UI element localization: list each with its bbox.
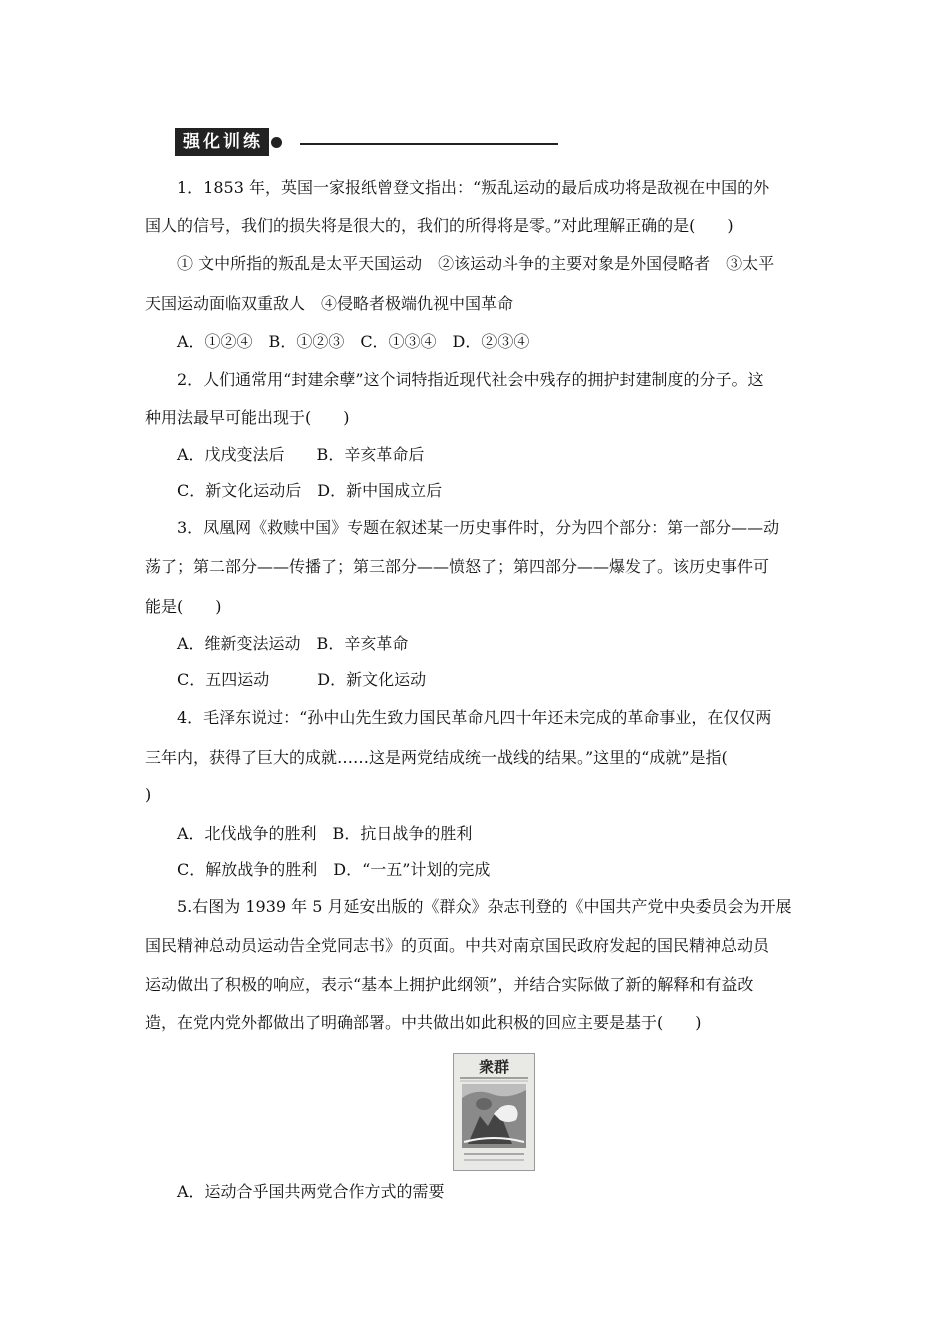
q1-choices: A．①②④ B．①②③ C．①③④ D．②③④ <box>177 332 530 351</box>
magazine-cover-image <box>453 1053 535 1171</box>
q4-line1: 4．毛泽东说过：“孙中山先生致力国民革命凡四十年还未完成的革命事业，在仅仅两 <box>177 708 772 727</box>
q3-line1: 3．凤凰网《救赎中国》专题在叙述某一历史事件时，分为四个部分：第一部分——动 <box>177 518 780 537</box>
q3-choices-1: A．维新变法运动 B．辛亥革命 <box>177 634 409 653</box>
section-title: 强化训练 <box>175 128 269 156</box>
q2-choices-1: A．戊戌变法后 B．辛亥革命后 <box>177 445 425 464</box>
q4-choices-1: A．北伐战争的胜利 B．抗日战争的胜利 <box>177 824 473 843</box>
q1-option-line1: ① 文中所指的叛乱是太平天国运动 ②该运动斗争的主要对象是外国侵略者 ③太平 <box>177 254 775 273</box>
q5-choice-a: A．运动合乎国共两党合作方式的需要 <box>177 1182 445 1201</box>
q1-line1: 1．1853 年，英国一家报纸曾登文指出：“叛乱运动的最后成功将是敌视在中国的外 <box>177 178 770 197</box>
q5-line2: 国民精神总动员运动告全党同志书》的页面。中共对南京国民政府发起的国民精神总动员 <box>145 936 770 955</box>
bullet-dot-icon <box>271 137 282 148</box>
header-rule <box>300 143 558 145</box>
q3-choices-2: C．五四运动 D．新文化运动 <box>177 670 427 689</box>
q4-choices-2: C．解放战争的胜利 D．“一五”计划的完成 <box>177 860 491 879</box>
q1-line2: 国人的信号，我们的损失将是很大的，我们的所得将是零。”对此理解正确的是( ) <box>145 216 734 235</box>
magazine-title: 衆群 <box>478 1058 510 1076</box>
q5-line1: 5.右图为 1939 年 5 月延安出版的《群众》杂志刊登的《中国共产党中央委员会为开展 <box>177 897 792 916</box>
q2-choices-2: C．新文化运动后 D．新中国成立后 <box>177 481 443 500</box>
q5-line4: 造，在党内党外都做出了明确部署。中共做出如此积极的回应主要是基于( ) <box>145 1013 702 1032</box>
q5-line3: 运动做出了积极的响应，表示“基本上拥护此纲领”，并结合实际做了新的解释和有益改 <box>145 975 754 994</box>
q4-line3: ) <box>145 785 152 804</box>
q3-line2: 荡了；第二部分——传播了；第三部分——愤怒了；第四部分——爆发了。该历史事件可 <box>145 557 770 576</box>
q2-line2: 种用法最早可能出现于( ) <box>145 408 350 427</box>
q1-option-line2: 天国运动面临双重敌人 ④侵略者极端仇视中国革命 <box>145 294 514 313</box>
q4-line2: 三年内，获得了巨大的成就……这是两党结成统一战线的结果。”这里的“成就”是指( <box>145 748 728 767</box>
q2-line1: 2．人们通常用“封建余孽”这个词特指近现代社会中残存的拥护封建制度的分子。这 <box>177 370 764 389</box>
section-header <box>175 128 282 156</box>
q3-line3: 能是( ) <box>145 597 222 616</box>
